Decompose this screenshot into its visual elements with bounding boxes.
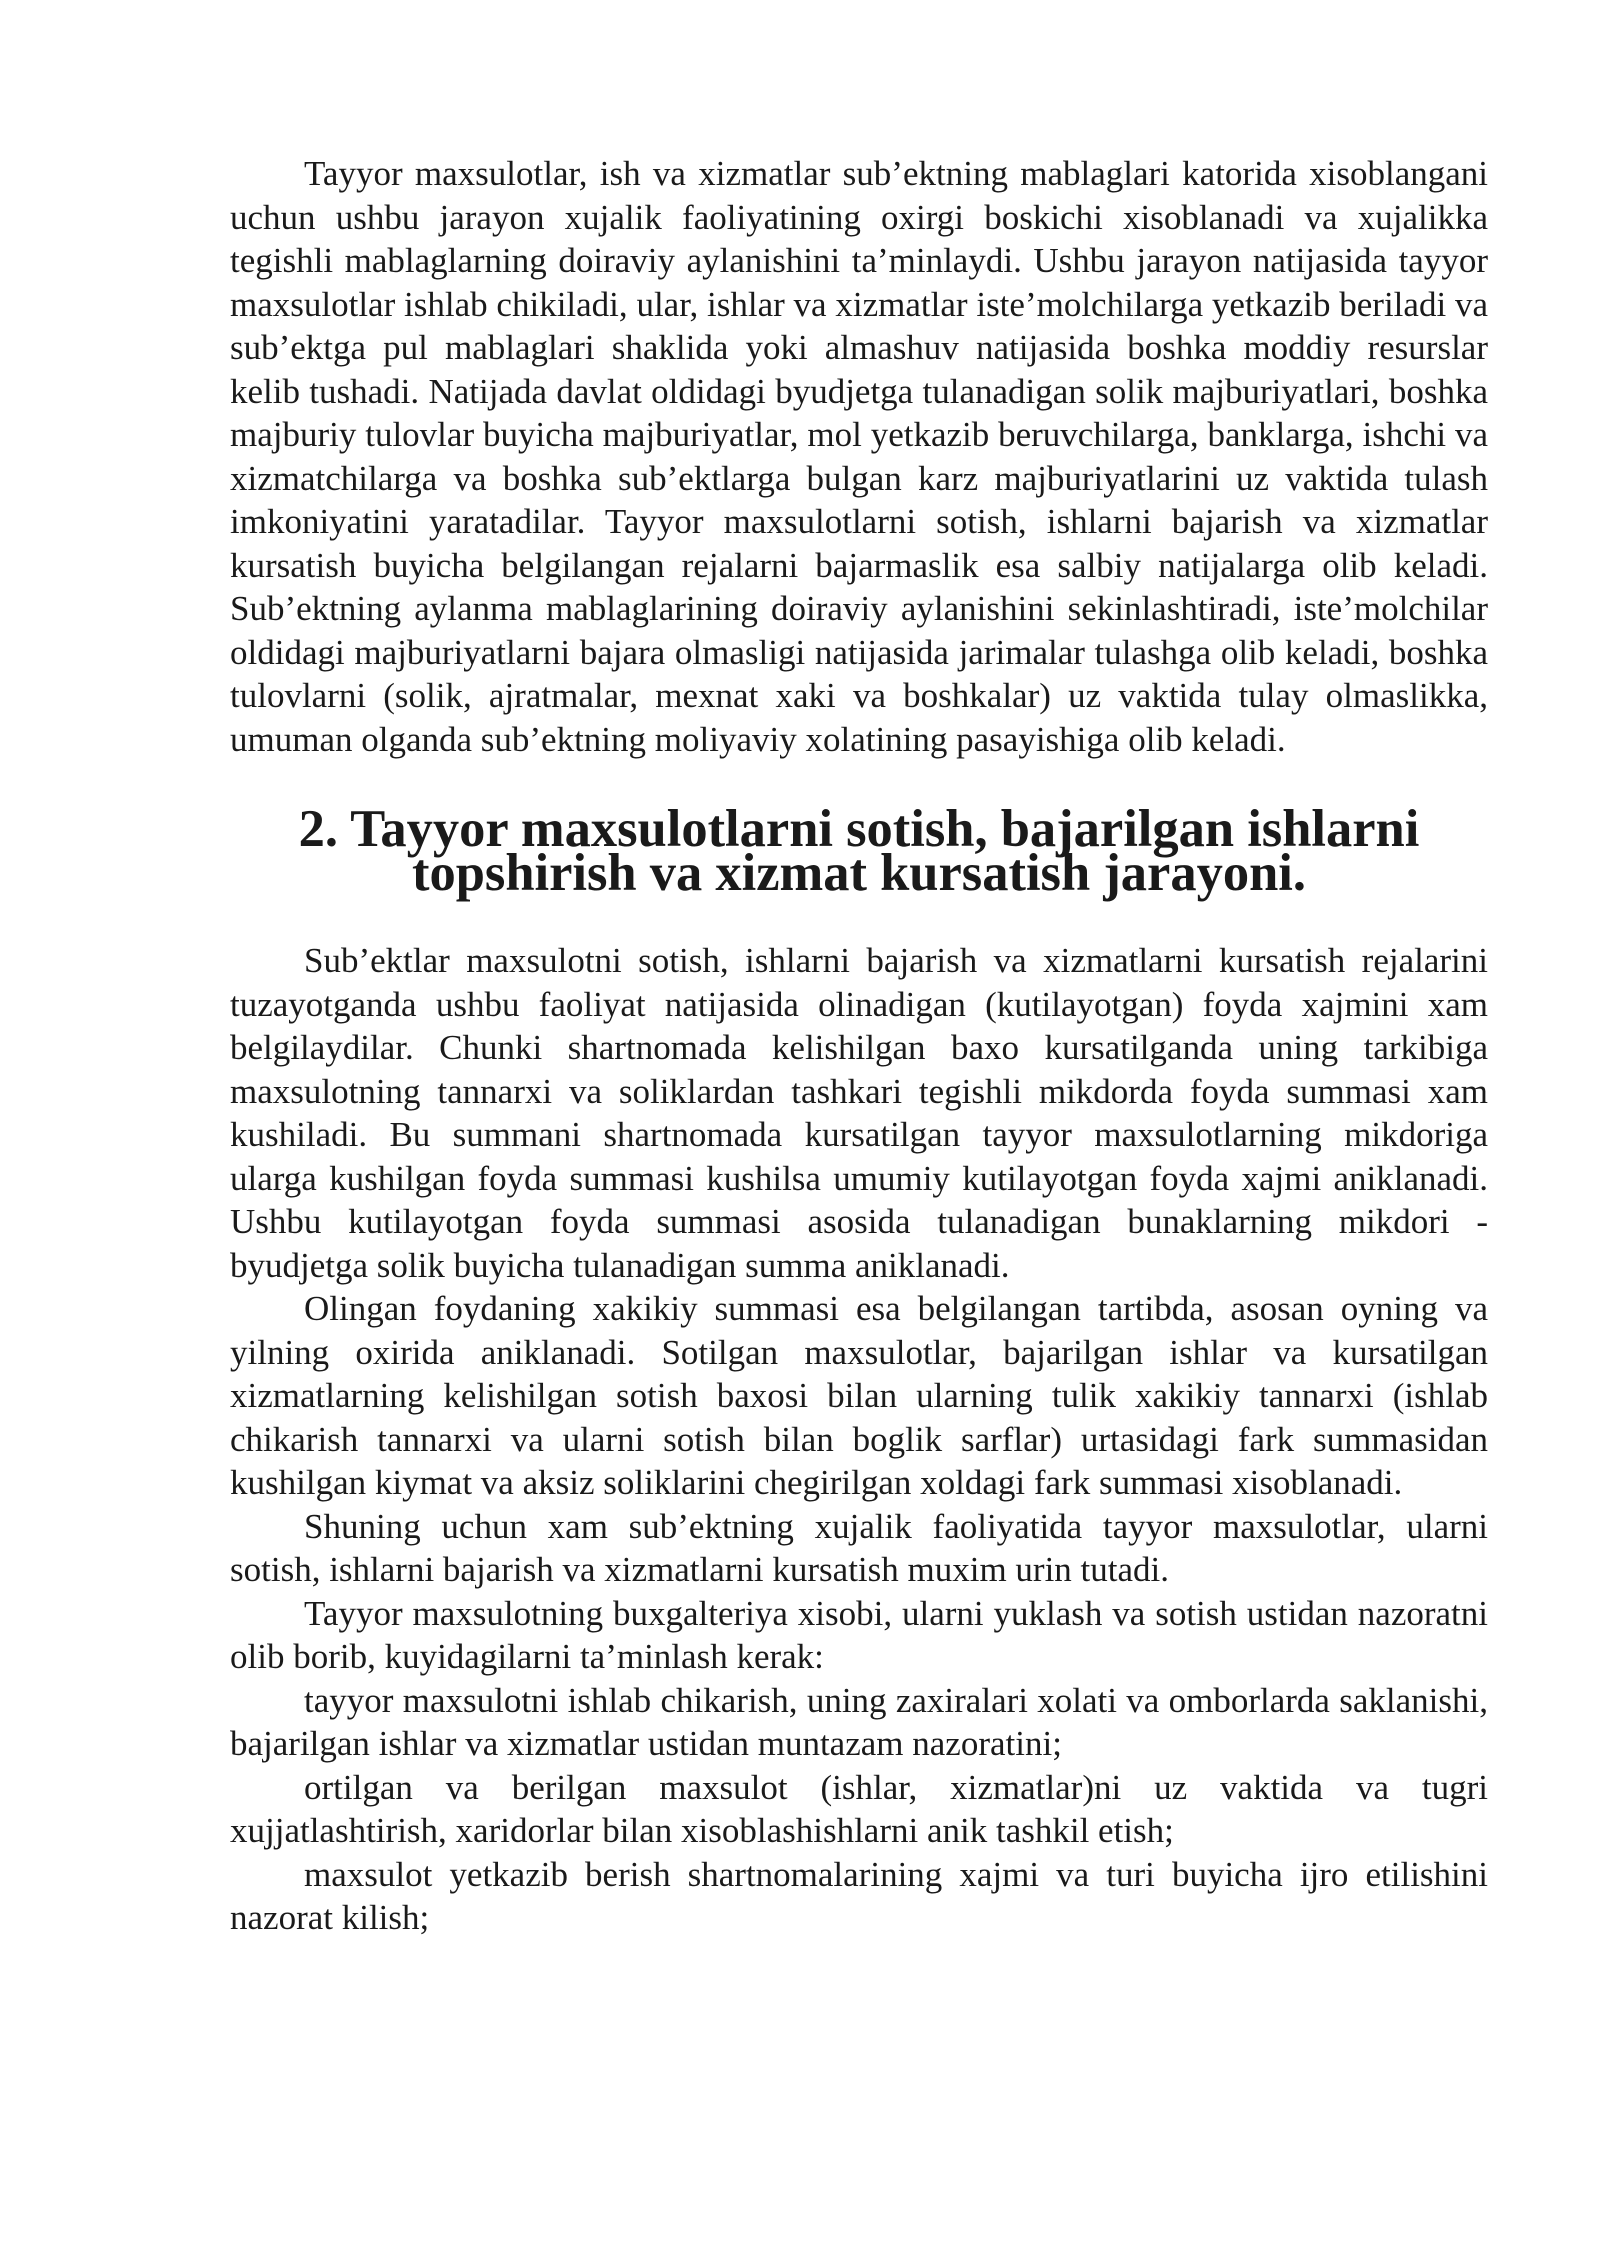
- paragraph-3: Shuning uchun xam sub’ektning xujalik faoliyatida tayyor maxsulotlar, ularni sotish, ishlarni bajarish va xizmatlarni kursatish muxim urin tutadi.: [230, 1506, 1488, 1589]
- list-item-1: tayyor maxsulotni ishlab chikarish, uning zaxiralari xolati va omborlarda saklanishi, bajarilgan ishlar va xizmatlar ustidan muntazam nazoratini;: [230, 1680, 1488, 1763]
- paragraph-intro: Tayyor maxsulotlar, ish va xizmatlar sub’ektning mablaglari katorida xisoblangani uchun ushbu jarayon xujalik faoliyatining oxirgi boskichi xisoblanadi va xujalikka tegishli mablaglarning doiraviy aylanishini ta’minlaydi. Ushbu jarayon natijasida tayyor maxsulotlar ishlab chikiladi, ular, ishlar va xizmatlar iste’molchilarga yetkazib beriladi va sub’ektga pul mablaglari shaklida yoki almashuv natijasida boshka moddiy resurslar kelib tushadi. Natijada davlat oldidagi byudjetga tulanadigan solik majburiyatlari, boshka majburiy tulovlar buyicha majburiyatlar, mol yetkazib beruvchilarga, banklarga, ishchi va xizmatchilarga va boshka sub’ektlarga bulgan karz majburiyatlarini uz vaktida tulash imkoniyatini yaratadilar. Tayyor maxsulotlarni sotish, ishlarni bajarish va xizmatlar kursatish buyicha belgilangan rejalarni bajarmaslik esa salbiy natijalarga olib keladi. Sub’ektning aylanma mablaglarining doiraviy aylanishini sekinlashtiradi, iste’molchilar oldidagi majburiyatlarni bajara olmasligi natijasida jarimalar tulashga olib keladi, boshka tulovlarni (solik, ajratmalar, mexnat xaki va boshkalar) uz vaktida tulay olmaslikka, umuman olganda sub’ektning moliyaviy xolatining pasayishiga olib keladi.: [230, 154, 1488, 759]
- section-heading: 2. Tayyor maxsulotlarni sotish, bajarilgan ishlarni topshirish va xizmat kursatish jarayoni.: [298, 800, 1420, 902]
- list-item-3: maxsulot yetkazib berish shartnomalarining xajmi va turi buyicha ijro etilishini nazorat kilish;: [230, 1854, 1488, 1937]
- paragraph-1: Sub’ektlar maxsulotni sotish, ishlarni bajarish va xizmatlarni kursatish rejalarini tuzayotganda ushbu faoliyat natijasida olinadigan (kutilayotgan) foyda xajmini xam belgilaydilar. Chunki shartnomada kelishilgan baxo kursatilganda uning tarkibiga maxsulotning tannarxi va soliklardan tashkari tegishli mikdorda foyda summasi xam kushiladi. Bu summani shartnomada kursatilgan tayyor maxsulotlarning mikdoriga ularga kushilgan foyda summasi kushilsa umumiy kutilayotgan foyda xajmi aniklanadi. Ushbu kutilayotgan foyda summasi asosida tulanadigan bunaklarning mikdori - byudjetga solik buyicha tulanadigan summa aniklanadi.: [230, 941, 1488, 1285]
- document-page: [230, 152, 1488, 1940]
- paragraph-4: Tayyor maxsulotning buxgalteriya xisobi, ularni yuklash va sotish ustidan nazoratni olib borib, kuyidagilarni ta’minlash kerak:: [230, 1593, 1488, 1676]
- list-item-2: ortilgan va berilgan maxsulot (ishlar, xizmatlar)ni uz vaktida va tugri xujjatlashtirish, xaridorlar bilan xisoblashishlarni anik tashkil etish;: [230, 1767, 1488, 1850]
- paragraph-2: Olingan foydaning xakikiy summasi esa belgilangan tartibda, asosan oyning va yilning oxirida aniklanadi. Sotilgan maxsulotlar, bajarilgan ishlar va kursatilgan xizmatlarning kelishilgan sotish baxosi bilan ularning tulik xakikiy tannarxi (ishlab chikarish tannarxi va ularni sotish bilan boglik sarflar) urtasidagi fark summasidan kushilgan kiymat va aksiz soliklarini chegirilgan xoldagi fark summasi xisoblanadi.: [230, 1289, 1488, 1502]
